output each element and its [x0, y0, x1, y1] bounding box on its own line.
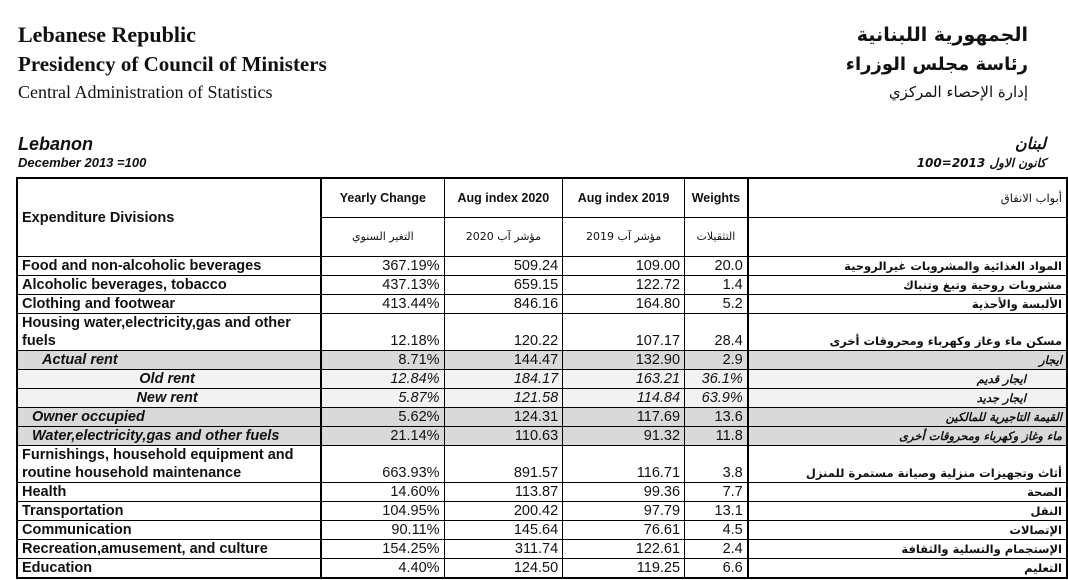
base-period-label: December 2013 =100 [18, 155, 147, 170]
table-row [17, 446, 1067, 483]
division-ar-cell: المواد الغذائية والمشروبات غيرالروحية [748, 257, 1067, 276]
agency-name-ar: إدارة الإحصاء المركزي [888, 83, 1028, 101]
aug-2019-cell: 109.00 [563, 257, 685, 276]
base-period-label-ar: كانون الاول 2013=100 [916, 156, 1046, 170]
col-header-yearly-change-ar: التغير السنوي [321, 218, 444, 257]
division-ar-cell: ايجار قديم [748, 370, 1067, 389]
aug-2020-cell: 891.57 [444, 446, 563, 483]
weight-cell: 28.4 [685, 314, 748, 351]
aug-2019-cell: 122.61 [563, 540, 685, 559]
aug-2020-cell: 113.87 [444, 483, 563, 502]
weight-cell: 11.8 [685, 427, 748, 446]
aug-2020-cell: 145.64 [444, 521, 563, 540]
table-header-row [17, 178, 1067, 218]
aug-2019-cell: 97.79 [563, 502, 685, 521]
aug-2019-cell: 91.32 [563, 427, 685, 446]
weight-cell: 20.0 [685, 257, 748, 276]
division-ar-cell: مسكن ماء وغاز وكهرباء ومحروقات أخرى [748, 314, 1067, 351]
aug-2019-cell: 114.84 [563, 389, 685, 408]
agency-name: Central Administration of Statistics [18, 82, 273, 102]
aug-2020-cell: 659.15 [444, 276, 563, 295]
weight-cell: 7.7 [685, 483, 748, 502]
weight-cell: 36.1% [685, 370, 748, 389]
yearly-change-cell: 413.44% [321, 295, 444, 314]
table-row [17, 540, 1067, 559]
col-header-division-ar: أبواب الانفاق [748, 178, 1067, 218]
weight-cell: 13.6 [685, 408, 748, 427]
col-header-aug-2019-ar: مؤشر آب 2019 [563, 218, 685, 257]
presidency-name: Presidency of Council of Ministers [18, 52, 327, 76]
yearly-change-cell: 12.84% [321, 370, 444, 389]
aug-2019-cell: 76.61 [563, 521, 685, 540]
col-header-weights: Weights [685, 178, 748, 218]
table-row [17, 314, 1067, 351]
table-row [17, 370, 1067, 389]
aug-2019-cell: 99.36 [563, 483, 685, 502]
aug-2019-cell: 117.69 [563, 408, 685, 427]
yearly-change-cell: 21.14% [321, 427, 444, 446]
table-row [17, 257, 1067, 276]
weight-cell: 2.9 [685, 351, 748, 370]
col-header-empty [748, 218, 1067, 257]
col-header-aug-2020-ar: مؤشر آب 2020 [444, 218, 563, 257]
division-cell: Furnishings, household equipment and routine household maintenance [17, 446, 321, 483]
weight-cell: 1.4 [685, 276, 748, 295]
aug-2019-cell: 119.25 [563, 559, 685, 579]
header-english [18, 20, 327, 105]
division-ar-cell: الإستجمام والتسلية والثقافة [748, 540, 1067, 559]
presidency-name-ar: رئاسة مجلس الوزراء [845, 54, 1028, 75]
yearly-change-cell: 5.87% [321, 389, 444, 408]
weight-cell: 13.1 [685, 502, 748, 521]
yearly-change-cell: 8.71% [321, 351, 444, 370]
division-ar-cell: أثاث وتجهيزات منزلية وصيانة مستمرة للمنزل [748, 446, 1067, 483]
division-ar-cell: الإتصالات [748, 521, 1067, 540]
region-label-ar: لبنان [1014, 134, 1046, 153]
aug-2020-cell: 144.47 [444, 351, 563, 370]
col-header-aug-2020: Aug index 2020 [444, 178, 563, 218]
table-row [17, 502, 1067, 521]
yearly-change-cell: 367.19% [321, 257, 444, 276]
table-row [17, 483, 1067, 502]
aug-2020-cell: 124.31 [444, 408, 563, 427]
table-row [17, 427, 1067, 446]
yearly-change-cell: 90.11% [321, 521, 444, 540]
division-cell: New rent [17, 389, 321, 408]
aug-2020-cell: 311.74 [444, 540, 563, 559]
table-row [17, 389, 1067, 408]
aug-2019-cell: 122.72 [563, 276, 685, 295]
weight-cell: 2.4 [685, 540, 748, 559]
yearly-change-cell: 12.18% [321, 314, 444, 351]
table-row [17, 295, 1067, 314]
yearly-change-cell: 4.40% [321, 559, 444, 579]
subheader-english [18, 133, 146, 171]
col-header-weights-ar: التثقيلات [685, 218, 748, 257]
col-header-division: Expenditure Divisions [17, 178, 321, 257]
division-cell: Actual rent [17, 351, 321, 370]
division-ar-cell: مشروبات روحية وتبغ وتنباك [748, 276, 1067, 295]
header-arabic [846, 20, 1028, 105]
division-ar-cell: التعليم [748, 559, 1067, 579]
aug-2020-cell: 110.63 [444, 427, 563, 446]
division-cell: Water,electricity,gas and other fuels [17, 427, 321, 446]
division-ar-cell: القيمة التاجيرية للمالكين [748, 408, 1067, 427]
weight-cell: 6.6 [685, 559, 748, 579]
aug-2019-cell: 107.17 [563, 314, 685, 351]
table-row [17, 408, 1067, 427]
division-cell: Housing water,electricity,gas and other fuels [17, 314, 321, 351]
yearly-change-cell: 14.60% [321, 483, 444, 502]
yearly-change-cell: 663.93% [321, 446, 444, 483]
aug-2020-cell: 124.50 [444, 559, 563, 579]
aug-2020-cell: 846.16 [444, 295, 563, 314]
subheader-arabic [917, 133, 1046, 171]
division-cell: Old rent [17, 370, 321, 389]
cpi-table [16, 177, 1068, 579]
table-body [17, 257, 1067, 579]
aug-2019-cell: 164.80 [563, 295, 685, 314]
col-header-aug-2019: Aug index 2019 [563, 178, 685, 218]
division-cell: Clothing and footwear [17, 295, 321, 314]
yearly-change-cell: 104.95% [321, 502, 444, 521]
division-cell: Education [17, 559, 321, 579]
weight-cell: 63.9% [685, 389, 748, 408]
division-cell: Health [17, 483, 321, 502]
aug-2020-cell: 200.42 [444, 502, 563, 521]
aug-2019-cell: 163.21 [563, 370, 685, 389]
division-ar-cell: الصحة [748, 483, 1067, 502]
division-ar-cell: ايجار [748, 351, 1067, 370]
aug-2020-cell: 509.24 [444, 257, 563, 276]
weight-cell: 4.5 [685, 521, 748, 540]
weight-cell: 5.2 [685, 295, 748, 314]
table-row [17, 559, 1067, 579]
division-ar-cell: النقل [748, 502, 1067, 521]
aug-2019-cell: 132.90 [563, 351, 685, 370]
division-ar-cell: ايجار جديد [748, 389, 1067, 408]
division-ar-cell: ماء وغاز وكهرباء ومحروقات أخرى [748, 427, 1067, 446]
weight-cell: 3.8 [685, 446, 748, 483]
yearly-change-cell: 5.62% [321, 408, 444, 427]
region-label: Lebanon [18, 134, 93, 154]
country-name: Lebanese Republic [18, 22, 196, 47]
division-cell: Food and non-alcoholic beverages [17, 257, 321, 276]
col-header-yearly-change: Yearly Change [321, 178, 444, 218]
table-row [17, 521, 1067, 540]
yearly-change-cell: 437.13% [321, 276, 444, 295]
division-cell: Recreation,amusement, and culture [17, 540, 321, 559]
division-cell: Owner occupied [17, 408, 321, 427]
table-row [17, 276, 1067, 295]
yearly-change-cell: 154.25% [321, 540, 444, 559]
division-ar-cell: الألبسة والأحذية [748, 295, 1067, 314]
country-name-ar: الجمهورية اللبنانية [856, 24, 1028, 46]
division-cell: Communication [17, 521, 321, 540]
division-cell: Transportation [17, 502, 321, 521]
table-row [17, 351, 1067, 370]
aug-2020-cell: 121.58 [444, 389, 563, 408]
aug-2020-cell: 184.17 [444, 370, 563, 389]
aug-2020-cell: 120.22 [444, 314, 563, 351]
division-cell: Alcoholic beverages, tobacco [17, 276, 321, 295]
aug-2019-cell: 116.71 [563, 446, 685, 483]
